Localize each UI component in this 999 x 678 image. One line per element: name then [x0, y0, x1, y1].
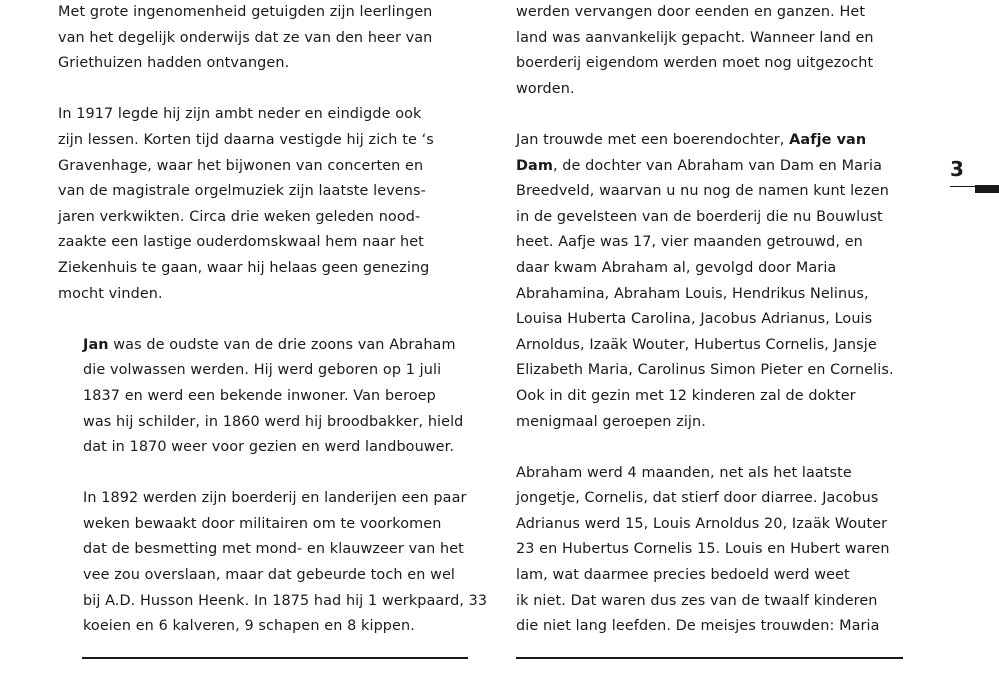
bold-name: Dam — [516, 157, 553, 174]
footer-rule-left — [82, 657, 468, 659]
bold-name: Aafje van — [789, 131, 867, 148]
text-line: Arnoldus, Izaäk Wouter, Hubertus Cornelis, Jansje — [516, 336, 877, 353]
text-line: Louisa Huberta Carolina, Jacobus Adrianus, Louis — [516, 311, 873, 328]
bold-name: Jan — [83, 336, 109, 353]
text-line: jongetje, Cornelis, dat stierf door diarree. Jacobus — [516, 490, 879, 507]
text-line: was hij schilder, in 1860 werd hij broodbakker, hield — [83, 413, 464, 430]
paragraph-gap — [58, 307, 478, 333]
text-line: land was aanvankelijk gepacht. Wanneer land en — [516, 29, 874, 46]
text-line: die volwassen werden. Hij werd geboren op 1 juli — [83, 362, 442, 379]
text-line: Breedveld, waarvan u nu nog de namen kunt lezen — [516, 183, 889, 200]
text-run: , de dochter van Abraham van Dam en Maria — [552, 157, 883, 174]
right-column — [516, 0, 936, 640]
left-paragraph-2 — [58, 102, 478, 307]
left-paragraph-3 — [58, 333, 478, 461]
paragraph-gap — [58, 77, 478, 103]
text-line: In 1917 legde hij zijn ambt neder en eindigde ook — [58, 106, 422, 123]
text-line: Ziekenhuis te gaan, waar hij helaas geen genezing — [58, 259, 430, 276]
text-line: In 1892 werden zijn boerderij en landerijen een paar — [83, 490, 467, 507]
text-line: Gravenhage, waar het bijwonen van concerten en — [58, 157, 424, 174]
text-line: boerderij eigendom werden moet nog uitgezocht — [516, 55, 874, 72]
text-line: weken bewaakt door militairen om te voorkomen — [83, 515, 442, 532]
text-line: lam, wat daarmee precies bedoeld werd weet — [516, 567, 850, 584]
text-line: menigmaal geroepen zijn. — [516, 413, 706, 430]
footer-rule-right — [516, 657, 903, 659]
text-line: Abraham werd 4 maanden, net als het laatste — [516, 464, 852, 481]
text-line: ik niet. Dat waren dus zes van de twaalf kinderen — [516, 592, 878, 609]
text-line: bij A.D. Husson Heenk. In 1875 had hij 1 werkpaard, 33 — [83, 592, 488, 609]
text-line: dat in 1870 weer voor gezien en werd landbouwer. — [83, 439, 455, 456]
paragraph-gap — [58, 461, 478, 487]
text-line: dat de besmetting met mond- en klauwzeer van het — [83, 541, 464, 558]
text-line: Elizabeth Maria, Carolinus Simon Pieter en Cornelis. — [516, 362, 894, 379]
page-tab-marker — [975, 185, 999, 193]
page-tab-line — [950, 186, 976, 187]
text-line: werden vervangen door eenden en ganzen. Het — [516, 4, 866, 20]
text-line: worden. — [516, 80, 575, 97]
text-line — [516, 128, 936, 154]
text-line: in de gevelsteen van de boerderij die nu Bouwlust — [516, 208, 883, 225]
text-line: heet. Aafje was 17, vier maanden getrouwd, en — [516, 234, 863, 251]
paragraph-gap — [516, 435, 936, 461]
text-line: koeien en 6 kalveren, 9 schapen en 8 kippen. — [83, 618, 415, 635]
text-run: was de oudste van de drie zoons van Abraham — [108, 336, 456, 353]
right-paragraph-1 — [516, 0, 936, 102]
text-line: Griethuizen hadden ontvangen. — [58, 55, 290, 72]
right-paragraph-2 — [516, 128, 936, 435]
text-line: jaren verkwikten. Circa drie weken geleden nood- — [58, 208, 421, 225]
left-paragraph-4 — [58, 486, 488, 640]
text-line: zijn lessen. Korten tijd daarna vestigde hij zich te ‘s — [58, 131, 434, 148]
right-paragraph-3 — [516, 461, 936, 640]
text-line: Ook in dit gezin met 12 kinderen zal de dokter — [516, 387, 856, 404]
text-line: Met grote ingenomenheid getuigden zijn leerlingen — [58, 4, 433, 20]
text-line: vee zou overslaan, maar dat gebeurde toch en wel — [83, 567, 456, 584]
text-line: van het degelijk onderwijs dat ze van den heer van — [58, 29, 433, 46]
text-line: daar kwam Abraham al, gevolgd door Maria — [516, 259, 837, 276]
left-paragraph-1 — [58, 0, 478, 77]
text-line: 1837 en werd een bekende inwoner. Van beroep — [83, 387, 436, 404]
text-line: Adrianus werd 15, Louis Arnoldus 20, Izaäk Wouter — [516, 515, 888, 532]
text-run: Jan trouwde met een boerendochter, — [516, 131, 790, 148]
text-line — [83, 333, 478, 359]
text-line: Abrahamina, Abraham Louis, Hendrikus Nelinus, — [516, 285, 869, 302]
text-line: die niet lang leefden. De meisjes trouwden: Maria — [516, 618, 880, 635]
page-number: 3 — [950, 157, 964, 181]
text-line: zaakte een lastige ouderdomskwaal hem naar het — [58, 234, 424, 251]
text-line: 23 en Hubertus Cornelis 15. Louis en Hubert waren — [516, 541, 890, 558]
text-line — [516, 154, 936, 180]
text-line: van de magistrale orgelmuziek zijn laatste levens- — [58, 183, 426, 200]
paragraph-gap — [516, 102, 936, 128]
text-line: mocht vinden. — [58, 285, 163, 302]
left-column — [58, 0, 488, 640]
